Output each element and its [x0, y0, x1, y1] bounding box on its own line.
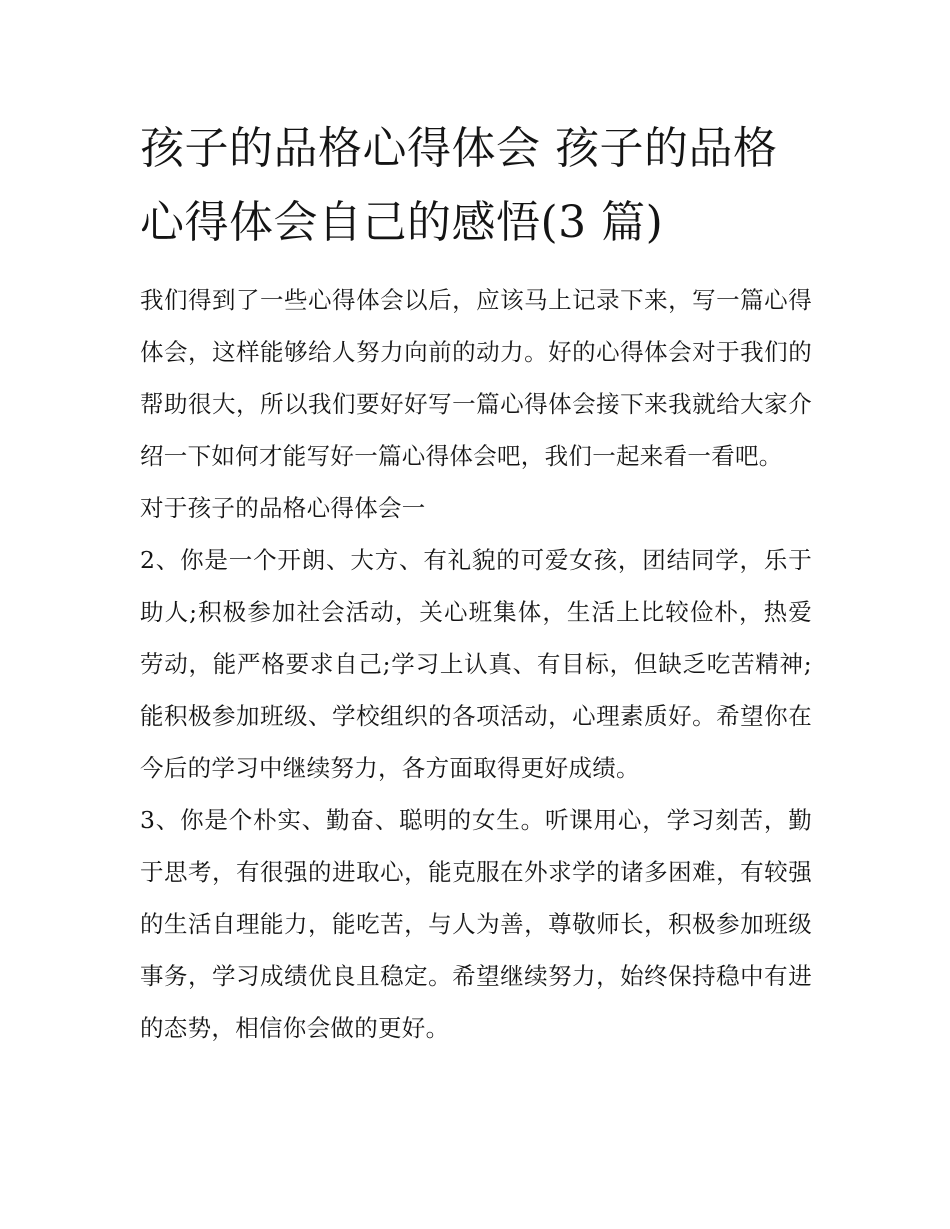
comment-paragraph-2: 2、你是一个开朗、大方、有礼貌的可爱女孩，团结同学，乐于助人;积极参加社会活动，关心班集体，生活上比较俭朴，热爱劳动，能严格要求自己;学习上认真、有目标，但缺乏吃苦精神;能积极参加班级、学校组织的各项活动，心理素质好。希望你在今后的学习中继续努力，各方面取得更好成绩。 [140, 546, 812, 782]
section-heading: 对于孩子的品格心得体会一 [140, 494, 426, 522]
comment-paragraph-3: 3、你是个朴实、勤奋、聪明的女生。听课用心，学习刻苦，勤于思考，有很强的进取心，能克服在外求学的诸多困难，有较强的生活自理能力，能吃苦，与人为善，尊敬师长，积极参加班级事务，学习成绩优良且稳定。希望继续努力，始终保持稳中有进的态势，相信你会做的更好。 [140, 806, 812, 1042]
document-page [140, 112, 812, 1054]
document-title: 孩子的品格心得体会 孩子的品格心得体会自己的感悟(3 篇) [140, 123, 778, 248]
intro-paragraph: 我们得到了一些心得体会以后，应该马上记录下来，写一篇心得体会，这样能够给人努力向前的动力。好的心得体会对于我们的帮助很大，所以我们要好好写一篇心得体会接下来我就给大家介绍一下如何才能写好一篇心得体会吧，我们一起来看一看吧。 [140, 286, 812, 470]
